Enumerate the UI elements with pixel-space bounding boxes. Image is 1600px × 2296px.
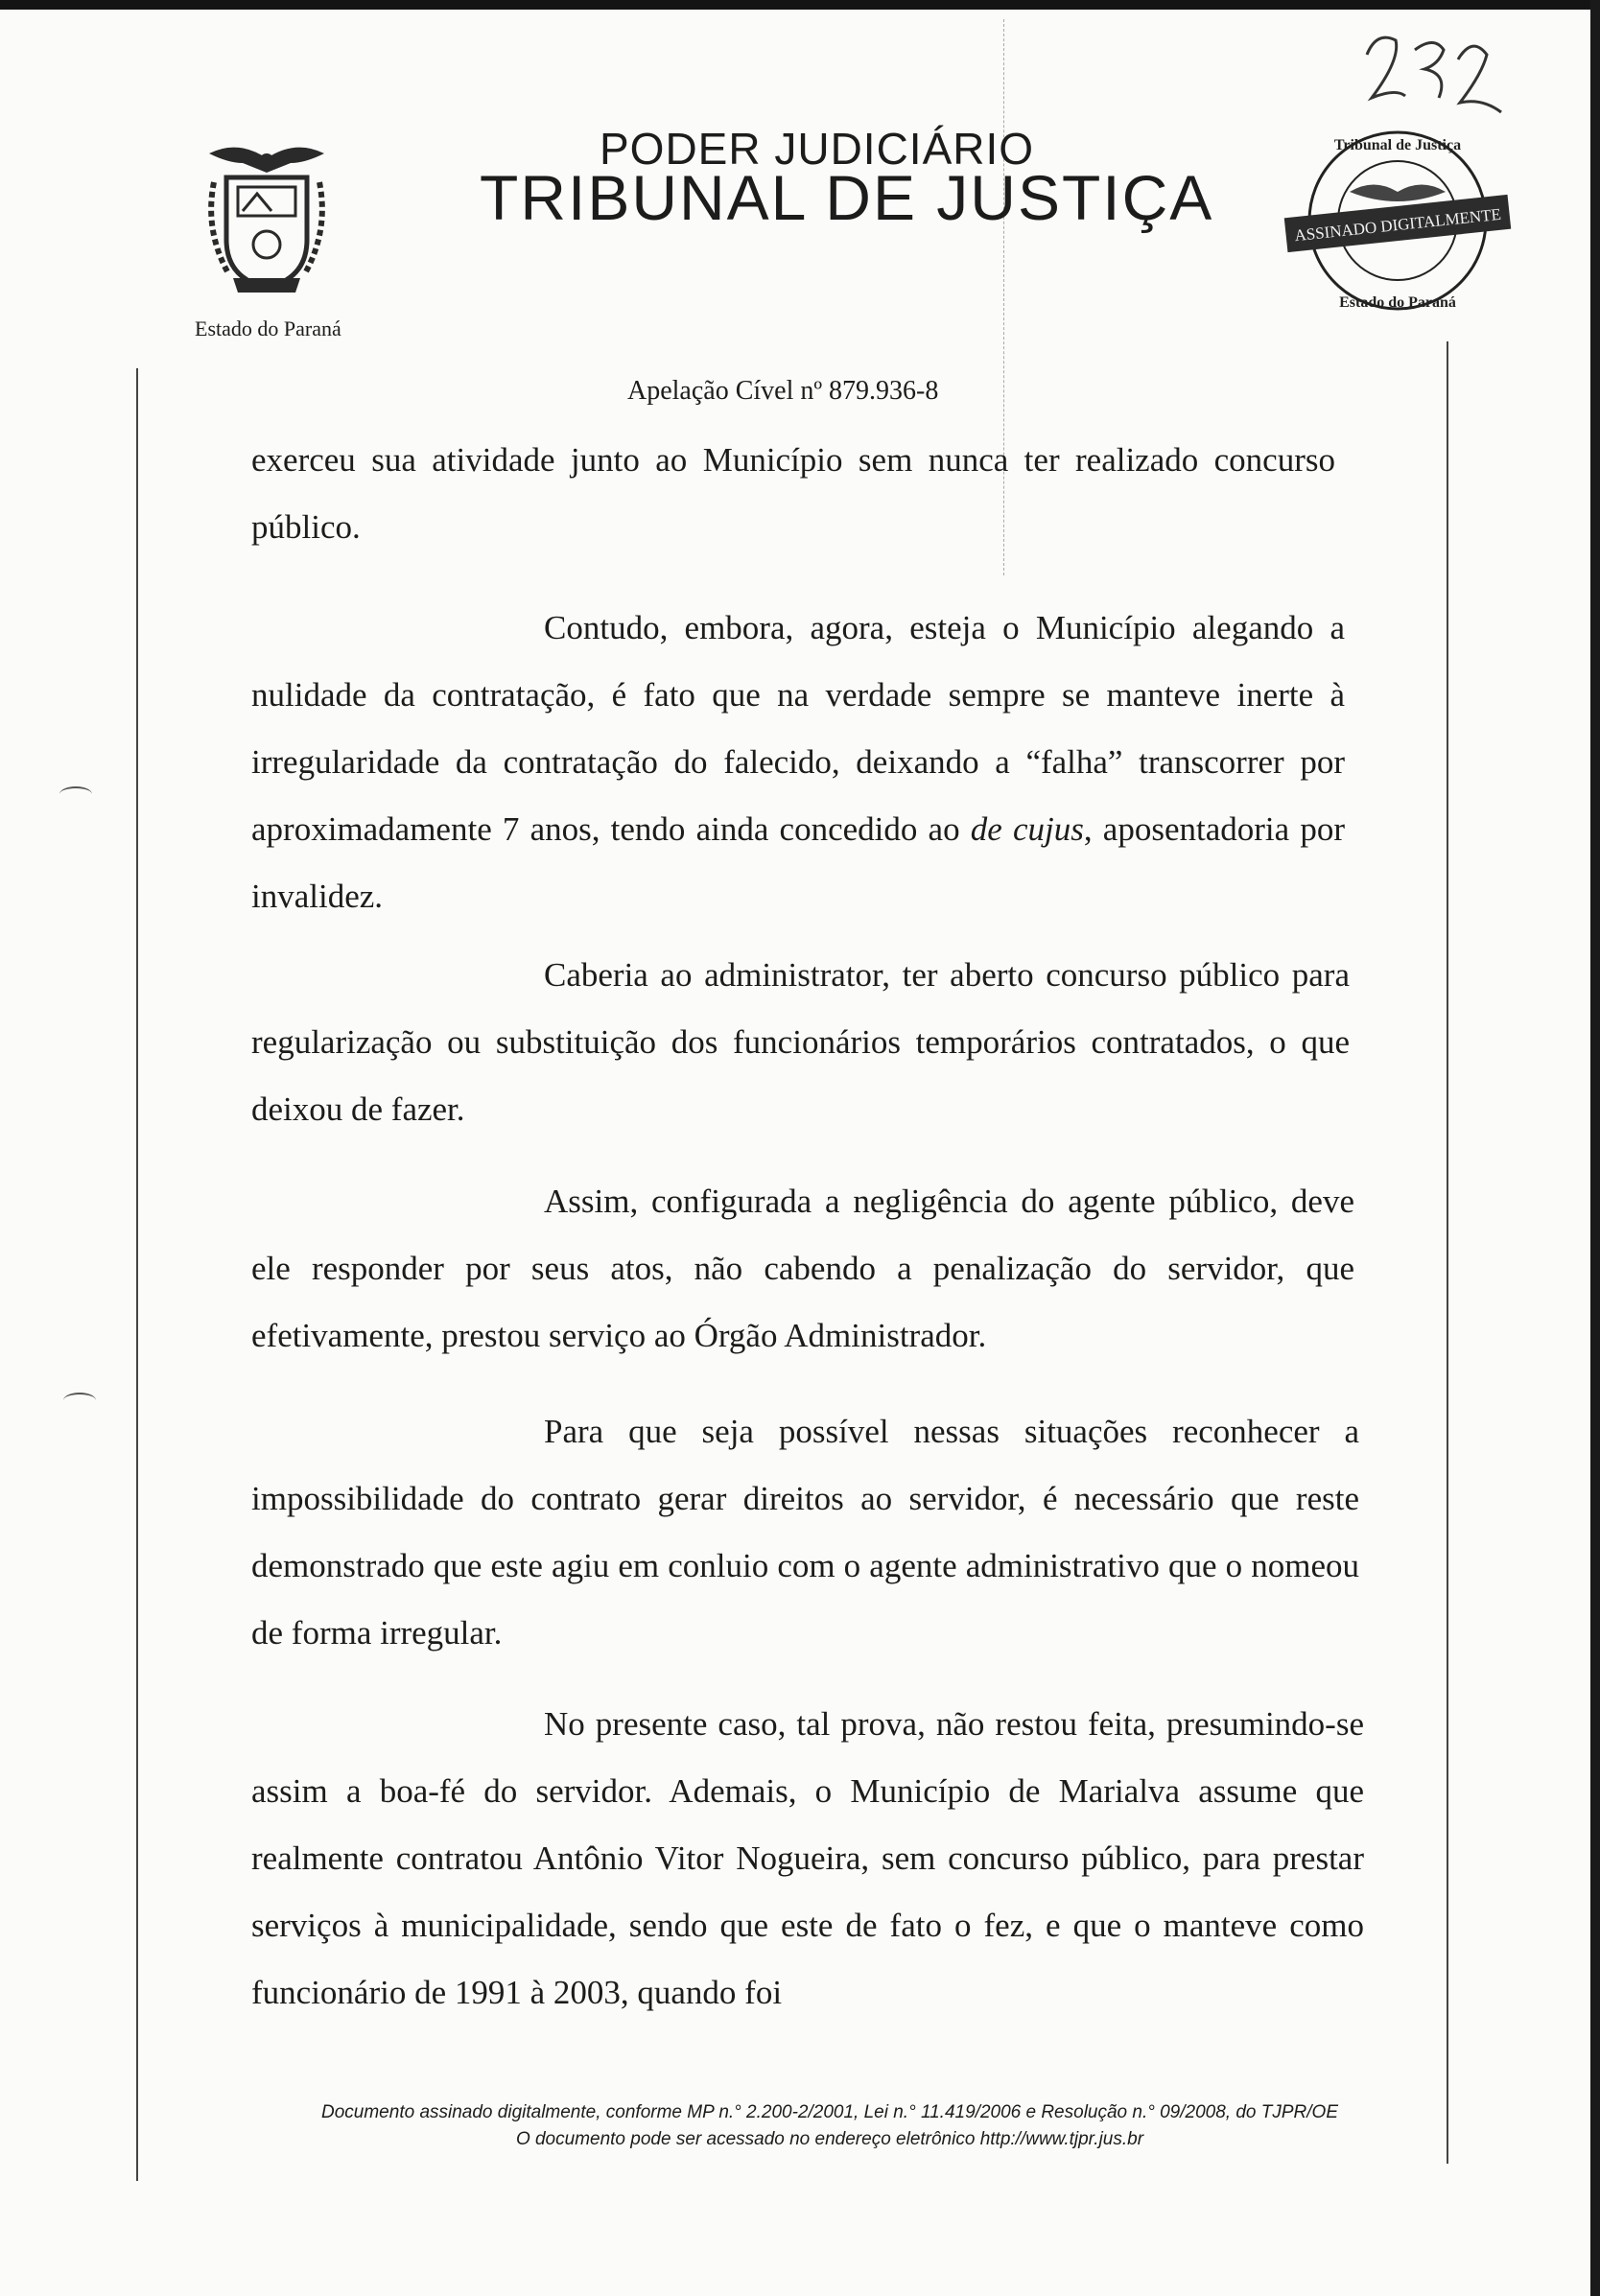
punch-mark	[63, 1393, 96, 1408]
scan-right-border	[1590, 0, 1600, 2296]
svg-text:Tribunal de Justiça: Tribunal de Justiça	[1333, 137, 1462, 153]
header-line1: PODER JUDICIÁRIO	[600, 124, 1035, 174]
digital-signature-seal-icon	[1278, 125, 1518, 316]
paragraph-6: No presente caso, tal prova, não restou feita, presumindo-se assim a boa-fé do servidor. Ademais, o Município de Marialva assume que realmente contratou Antônio Vitor Nogueira, sem concurso público, para prestar serviços à municipalidade, sendo que este de fato o fez, e que o manteve como funcionário de 1991 à 2003, quando foi	[251, 1705, 1364, 2011]
punch-mark	[59, 786, 92, 802]
paragraph-2: Contudo, embora, agora, esteja o Município alegando a nulidade da contratação, é fato que na verdade sempre se manteve inerte à irregularidade da contratação do falecido, deixando a “falha” transcorrer por aproximadamente 7 anos, tendo ainda concedido ao de cujus, aposentadoria por invalidez.	[251, 609, 1345, 915]
paragraph-4: Assim, configurada a negligência do agente público, deve ele responder por seus atos, não cabendo a penalização do servidor, que efetivamente, prestou serviço ao Órgão Administrador.	[251, 1183, 1354, 1354]
svg-text:Estado do Paraná: Estado do Paraná	[1339, 294, 1456, 311]
header-line2: TRIBUNAL DE JUSTIÇA	[480, 162, 1214, 233]
paragraph-1: exerceu sua atividade junto ao Município sem nunca ter realizado concurso público.	[251, 441, 1335, 546]
footer-line1: Documento assinado digitalmente, conforme MP n.° 2.200-2/2001, Lei n.° 11.419/2006 e Resolução n.° 09/2008, do TJPR/OE	[321, 2102, 1338, 2122]
svg-text:ASSINADO DIGITALMENTE: ASSINADO DIGITALMENTE	[1293, 204, 1502, 246]
scan-top-border	[0, 0, 1600, 10]
handwritten-page-number	[1353, 21, 1506, 127]
latin-term: de cujus	[970, 810, 1084, 848]
paragraph-5: Para que seja possível nessas situações reconhecer a impossibilidade do contrato gerar direitos ao servidor, é necessário que reste demonstrado que este agiu em conluio com o agente administrativo que o nomeou de forma irregular.	[251, 1413, 1359, 1652]
state-label: Estado do Paraná	[195, 316, 341, 340]
margin-line-left	[136, 368, 138, 2181]
coat-of-arms-icon	[200, 134, 334, 297]
paragraph-3: Caberia ao administrator, ter aberto concurso público para regularização ou substituição dos funcionários temporários contratados, o que deixou de fazer.	[251, 956, 1350, 1128]
margin-line-right	[1447, 341, 1448, 2164]
footer-line2: O documento pode ser acessado no endereço eletrônico http://www.tjpr.jus.br	[515, 2129, 1144, 2149]
case-title: Apelação Cível nº 879.936-8	[627, 376, 939, 406]
